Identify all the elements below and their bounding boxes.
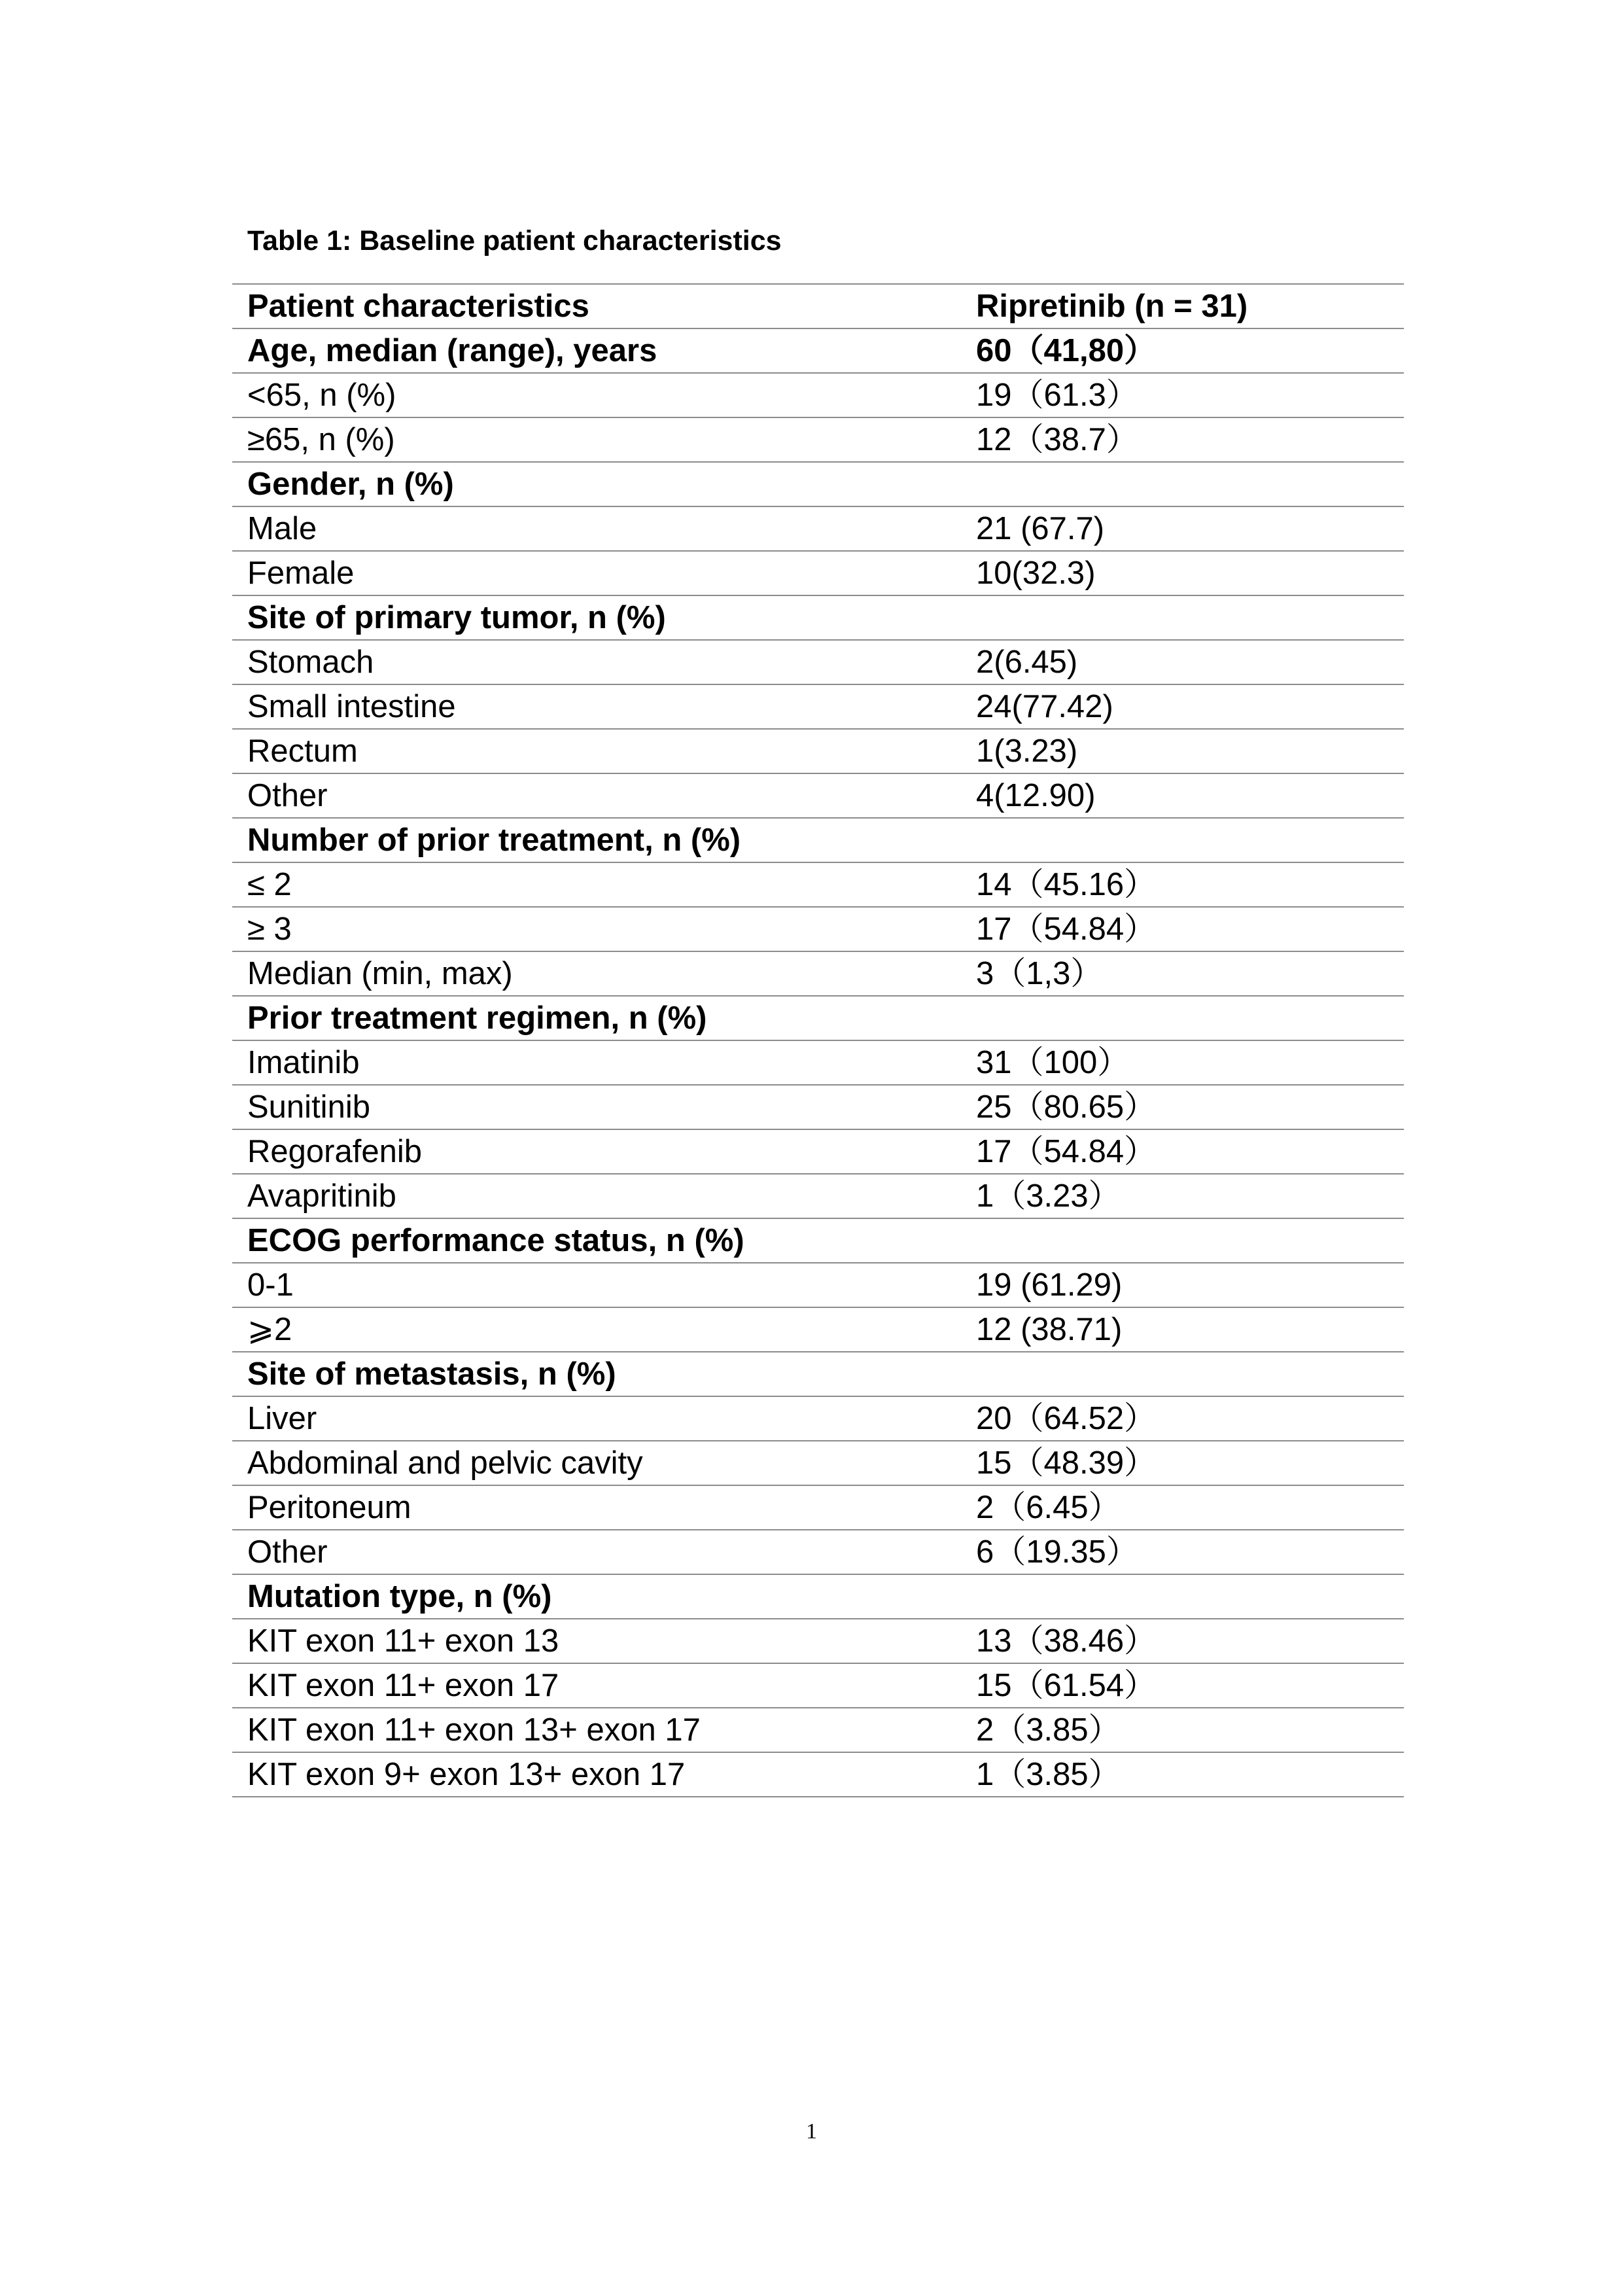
row-label: ≥65, n (%) bbox=[232, 417, 961, 462]
row-value: 1（3.85） bbox=[961, 1752, 1404, 1797]
section-label: Site of metastasis, n (%) bbox=[232, 1352, 961, 1396]
row-label: Abdominal and pelvic cavity bbox=[232, 1441, 961, 1485]
table-row bbox=[232, 1396, 1404, 1441]
row-label: KIT exon 11+ exon 13+ exon 17 bbox=[232, 1708, 961, 1752]
row-value bbox=[961, 462, 1404, 506]
section-row bbox=[232, 1574, 1404, 1619]
row-label: Imatinib bbox=[232, 1040, 961, 1085]
row-value: 14（45.16） bbox=[961, 862, 1404, 907]
section-label: Prior treatment regimen, n (%) bbox=[232, 996, 961, 1040]
row-label: ≥ 3 bbox=[232, 907, 961, 951]
row-value: 13（38.46） bbox=[961, 1619, 1404, 1663]
row-value: 1（3.23） bbox=[961, 1174, 1404, 1218]
table-row bbox=[232, 1441, 1404, 1485]
row-label: Other bbox=[232, 773, 961, 818]
page-number: 1 bbox=[806, 2119, 817, 2144]
table-row bbox=[232, 862, 1404, 907]
table-row bbox=[232, 417, 1404, 462]
section-row bbox=[232, 462, 1404, 506]
table-row bbox=[232, 684, 1404, 729]
section-label: Number of prior treatment, n (%) bbox=[232, 818, 961, 862]
row-label: 0-1 bbox=[232, 1263, 961, 1307]
section-row bbox=[232, 1352, 1404, 1396]
row-label: Small intestine bbox=[232, 684, 961, 729]
row-value: 17（54.84） bbox=[961, 907, 1404, 951]
row-value: 21 (67.7) bbox=[961, 506, 1404, 551]
row-value bbox=[961, 1352, 1404, 1396]
header-patient-characteristics: Patient characteristics bbox=[232, 284, 961, 328]
row-value bbox=[961, 1218, 1404, 1263]
table-row bbox=[232, 506, 1404, 551]
row-label: Rectum bbox=[232, 729, 961, 773]
section-label: Site of primary tumor, n (%) bbox=[232, 595, 961, 640]
row-value: 2(6.45) bbox=[961, 640, 1404, 684]
row-label: Median (min, max) bbox=[232, 951, 961, 996]
row-label: ≤ 2 bbox=[232, 862, 961, 907]
header-ripretinib: Ripretinib (n = 31) bbox=[961, 284, 1404, 328]
row-value: 2（6.45） bbox=[961, 1485, 1404, 1530]
table-row bbox=[232, 1040, 1404, 1085]
row-label: Male bbox=[232, 506, 961, 551]
row-label: KIT exon 9+ exon 13+ exon 17 bbox=[232, 1752, 961, 1797]
table-row bbox=[232, 1263, 1404, 1307]
table-row bbox=[232, 1129, 1404, 1174]
section-label: Gender, n (%) bbox=[232, 462, 961, 506]
row-label: ⩾2 bbox=[232, 1307, 961, 1352]
row-label: Avapritinib bbox=[232, 1174, 961, 1218]
section-label: Mutation type, n (%) bbox=[232, 1574, 961, 1619]
section-row bbox=[232, 818, 1404, 862]
table-row bbox=[232, 773, 1404, 818]
row-label: Peritoneum bbox=[232, 1485, 961, 1530]
table-row bbox=[232, 1708, 1404, 1752]
section-row bbox=[232, 996, 1404, 1040]
table-caption: Table 1: Baseline patient characteristics bbox=[247, 225, 782, 256]
section-label: ECOG performance status, n (%) bbox=[232, 1218, 961, 1263]
table-body bbox=[232, 328, 1404, 1797]
row-value: 10(32.3) bbox=[961, 551, 1404, 595]
row-value: 19（61.3） bbox=[961, 373, 1404, 417]
row-label: KIT exon 11+ exon 17 bbox=[232, 1663, 961, 1708]
row-value: 6（19.35） bbox=[961, 1530, 1404, 1574]
row-label: Regorafenib bbox=[232, 1129, 961, 1174]
table-row bbox=[232, 1174, 1404, 1218]
row-value bbox=[961, 595, 1404, 640]
section-label: Age, median (range), years bbox=[232, 328, 961, 373]
table-row bbox=[232, 1530, 1404, 1574]
row-label: Stomach bbox=[232, 640, 961, 684]
row-value: 19 (61.29) bbox=[961, 1263, 1404, 1307]
row-value: 31（100） bbox=[961, 1040, 1404, 1085]
row-value: 12 (38.71) bbox=[961, 1307, 1404, 1352]
row-label: Other bbox=[232, 1530, 961, 1574]
table-row bbox=[232, 729, 1404, 773]
row-value: 1(3.23) bbox=[961, 729, 1404, 773]
row-value: 4(12.90) bbox=[961, 773, 1404, 818]
row-value: 2（3.85） bbox=[961, 1708, 1404, 1752]
row-value: 15（48.39） bbox=[961, 1441, 1404, 1485]
row-value: 3（1,3） bbox=[961, 951, 1404, 996]
table-row bbox=[232, 640, 1404, 684]
section-row bbox=[232, 328, 1404, 373]
row-value: 24(77.42) bbox=[961, 684, 1404, 729]
row-label: Sunitinib bbox=[232, 1085, 961, 1129]
row-value: 25（80.65） bbox=[961, 1085, 1404, 1129]
row-value: 60（41,80） bbox=[961, 328, 1404, 373]
header-row bbox=[232, 284, 1404, 328]
table-row bbox=[232, 1619, 1404, 1663]
row-value: 12（38.7） bbox=[961, 417, 1404, 462]
row-value bbox=[961, 818, 1404, 862]
section-row bbox=[232, 595, 1404, 640]
table-row bbox=[232, 1085, 1404, 1129]
table-header bbox=[232, 284, 1404, 328]
table-row bbox=[232, 1752, 1404, 1797]
row-value bbox=[961, 1574, 1404, 1619]
row-label: Liver bbox=[232, 1396, 961, 1441]
row-label: <65, n (%) bbox=[232, 373, 961, 417]
table-row bbox=[232, 1485, 1404, 1530]
table-row bbox=[232, 373, 1404, 417]
table-row bbox=[232, 1307, 1404, 1352]
table-row bbox=[232, 551, 1404, 595]
section-row bbox=[232, 1218, 1404, 1263]
table-row bbox=[232, 951, 1404, 996]
row-value: 17（54.84） bbox=[961, 1129, 1404, 1174]
row-value: 20（64.52） bbox=[961, 1396, 1404, 1441]
row-label: KIT exon 11+ exon 13 bbox=[232, 1619, 961, 1663]
table-row bbox=[232, 1663, 1404, 1708]
row-label: Female bbox=[232, 551, 961, 595]
row-value: 15（61.54） bbox=[961, 1663, 1404, 1708]
baseline-characteristics-table bbox=[232, 283, 1404, 1797]
row-value bbox=[961, 996, 1404, 1040]
table-row bbox=[232, 907, 1404, 951]
